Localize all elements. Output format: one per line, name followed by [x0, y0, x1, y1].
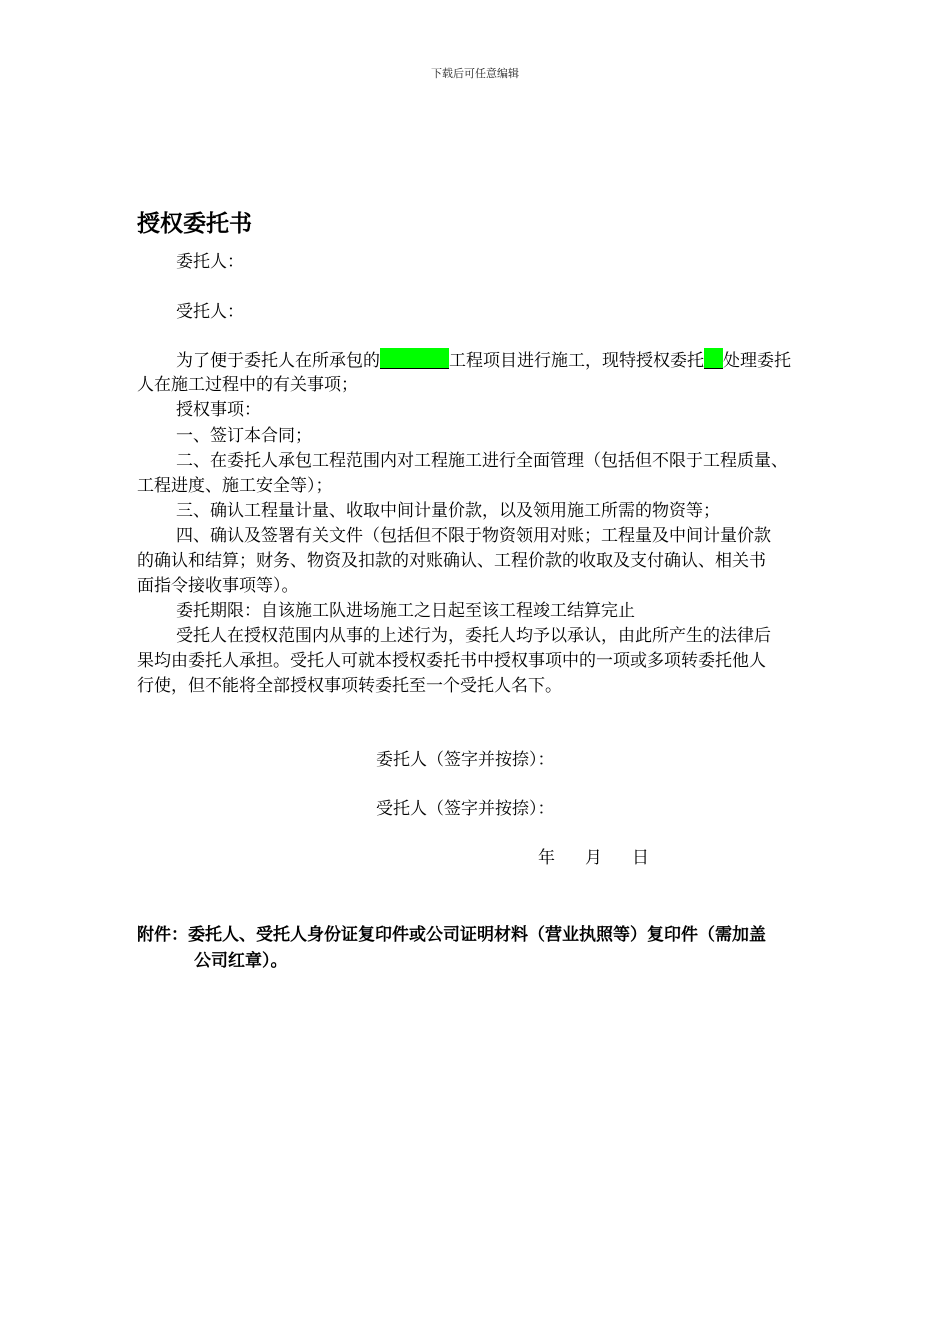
document-title: 授权委托书	[137, 211, 252, 237]
intro-text-part1: 为了便于委托人在所承包的	[176, 351, 380, 371]
attachment-line-1: 附件：委托人、受托人身份证复印件或公司证明材料（营业执照等）复印件（需加盖	[137, 925, 766, 945]
intro-line-2: 人在施工过程中的有关事项；	[137, 375, 358, 395]
agent-signature-line: 受托人（签字并按捺）：	[376, 799, 555, 819]
page-header-note: 下载后可任意编辑	[431, 67, 519, 80]
date-line	[538, 846, 649, 870]
responsibility-line-3: 行使，但不能将全部授权事项转委托至一个受托人名下。	[137, 676, 562, 696]
item-3: 三、确认工程量计量、收取中间计量价款，以及领用施工所需的物资等；	[176, 501, 720, 521]
term-of-authorization: 委托期限：自该施工队进场施工之日起至该工程竣工结算完止	[176, 601, 635, 621]
item-4-line-2: 的确认和结算；财务、物资及扣款的对账确认、工程价款的收取及支付确认、相关书	[137, 551, 766, 571]
agent-label: 受托人：	[176, 302, 244, 322]
intro-text-part3: 处理委托	[723, 351, 791, 371]
principal-label: 委托人：	[176, 252, 244, 272]
responsibility-line-1: 受托人在授权范围内从事的上述行为，委托人均予以承认，由此所产生的法律后	[176, 626, 771, 646]
intro-text-part2: 工程项目进行施工，现特授权委托	[449, 351, 704, 371]
item-1: 一、签订本合同；	[176, 426, 312, 446]
principal-signature-line: 委托人（签字并按捺）：	[376, 750, 555, 770]
agent-name-blank[interactable]	[704, 348, 723, 369]
item-2-line-1: 二、在委托人承包工程范围内对工程施工进行全面管理（包括但不限于工程质量、	[176, 451, 788, 471]
date-year: 年	[538, 848, 555, 868]
matters-heading: 授权事项：	[176, 400, 261, 420]
attachment-line-2: 公司红章）。	[194, 951, 288, 971]
responsibility-line-2: 果均由委托人承担。受托人可就本授权委托书中授权事项中的一项或多项转委托他人	[137, 651, 766, 671]
date-day: 日	[632, 848, 649, 868]
intro-line-1	[176, 348, 791, 373]
date-month: 月	[585, 848, 602, 868]
project-name-blank[interactable]	[380, 348, 449, 369]
item-4-line-1: 四、确认及签署有关文件（包括但不限于物资领用对账；工程量及中间计量价款	[176, 526, 771, 546]
item-2-line-2: 工程进度、施工安全等）；	[137, 476, 333, 496]
item-4-line-3: 面指令接收事项等）。	[137, 576, 299, 596]
